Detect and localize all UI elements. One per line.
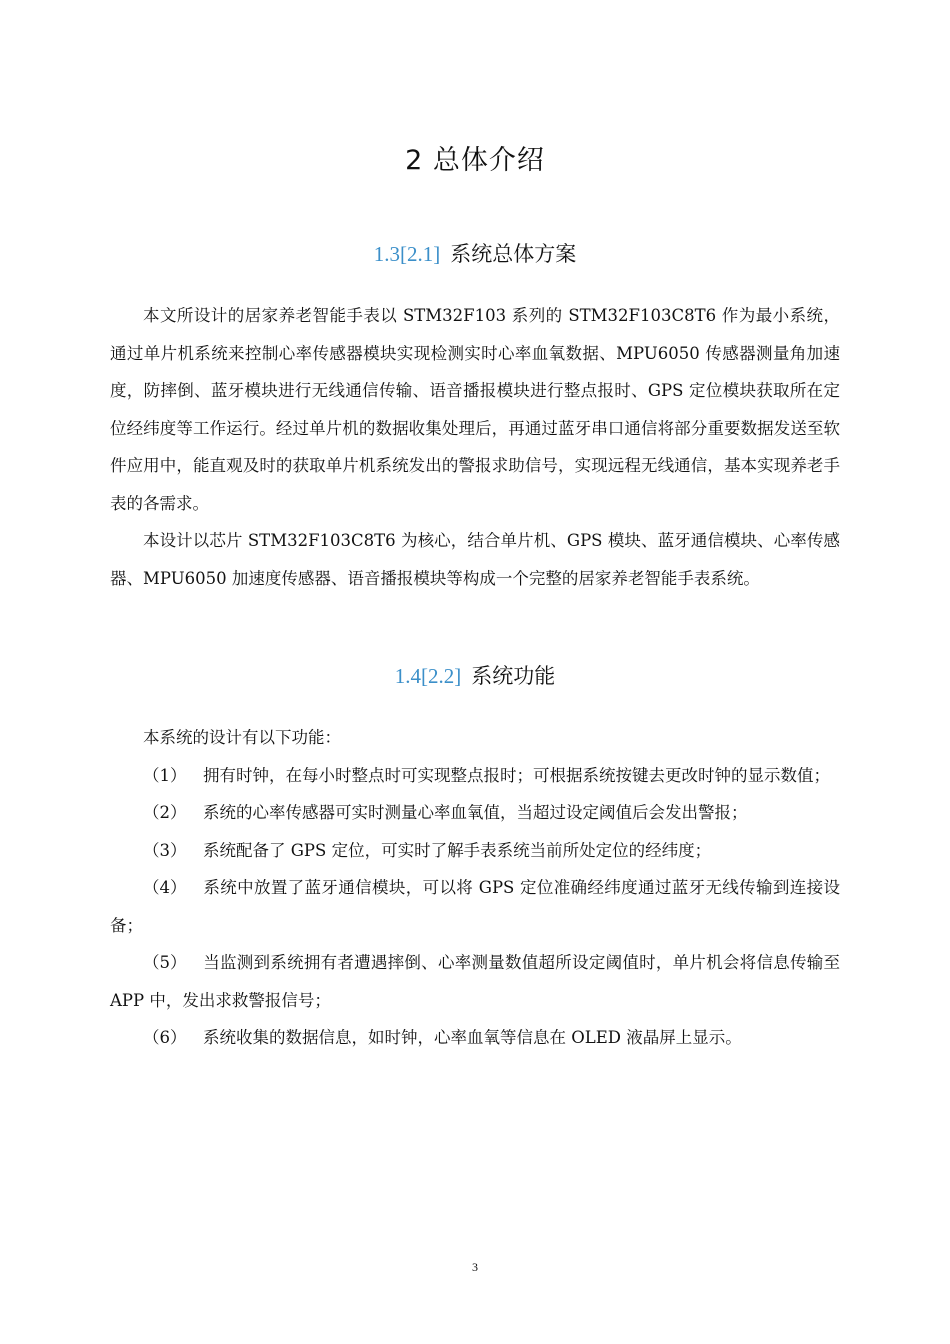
list-item-text: 当监测到系统拥有者遭遇摔倒、心率测量数值超所设定阈值时，单片机会将信息传输至 APP 中，发出求救警报信号；: [110, 953, 840, 1010]
section-heading-overall-scheme: [0, 238, 950, 268]
list-item-number: （1）: [143, 765, 187, 785]
list-item-text: 系统的心率传感器可实时测量心率血氧值，当超过设定阈值后会发出警报；: [203, 803, 748, 822]
function-list-item: [110, 944, 840, 1019]
list-item-text: 拥有时钟，在每小时整点时可实现整点报时；可根据系统按键去更改时钟的显示数值；: [203, 765, 830, 785]
chapter-title: 2 总体介绍: [405, 145, 545, 176]
list-item-number: （6）: [143, 1028, 187, 1047]
list-item-number: （2）: [143, 803, 187, 822]
paragraph: 本文所设计的居家养老智能手表以 STM32F103 系列的 STM32F103C8T6 作为最小系统，通过单片机系统来控制心率传感器模块实现检测实时心率血氧数据、MPU6050 传感器测量角加速度，防摔倒、蓝牙模块进行无线通信传输、语音播报模块进行整点报时、GPS 定位模块获取所在定位经纬度等工作运行。经过单片机的数据收集处理后，再通过蓝牙串口通信将部分重要数据发送至软件应用中，能直观及时的获取单片机系统发出的警报求助信号，实现远程无线通信，基本实现养老手表的各需求。: [110, 306, 840, 513]
list-item-number: （3）: [143, 840, 187, 860]
section-title: 系统总体方案: [450, 242, 577, 266]
section-title: 系统功能: [471, 664, 556, 688]
list-item-number: （4）: [143, 878, 187, 897]
list-item-text: 系统中放置了蓝牙通信模块，可以将 GPS 定位准确经纬度通过蓝牙无线传输到连接设备；: [110, 878, 840, 935]
list-item-number: （5）: [143, 953, 187, 972]
page-number: 3: [472, 1260, 478, 1274]
paragraph: 本设计以芯片 STM32F103C8T6 为核心，结合单片机、GPS 模块、蓝牙通信模块、心率传感器、MPU6050 加速度传感器、语音播报模块等构成一个完整的居家养老智能手表系统。: [110, 531, 840, 588]
function-list-item: [110, 794, 840, 832]
list-item-text: 系统配备了 GPS 定位，可实时了解手表系统当前所处定位的经纬度；: [203, 840, 712, 860]
section-number: 1.4[2.2]: [394, 664, 462, 688]
function-list-item: [110, 832, 840, 870]
function-list-item: [110, 1019, 840, 1057]
functions-intro: 本系统的设计有以下功能：: [143, 728, 341, 747]
section-heading-system-functions: [0, 660, 950, 690]
function-list-item: [110, 757, 840, 795]
section-body-overall-scheme: [110, 297, 840, 597]
section-body-system-functions: [110, 719, 840, 1057]
function-list-item: [110, 869, 840, 944]
list-item-text: 系统收集的数据信息，如时钟，心率血氧等信息在 OLED 液晶屏上显示。: [203, 1028, 742, 1047]
section-number: 1.3[2.1]: [373, 242, 441, 266]
